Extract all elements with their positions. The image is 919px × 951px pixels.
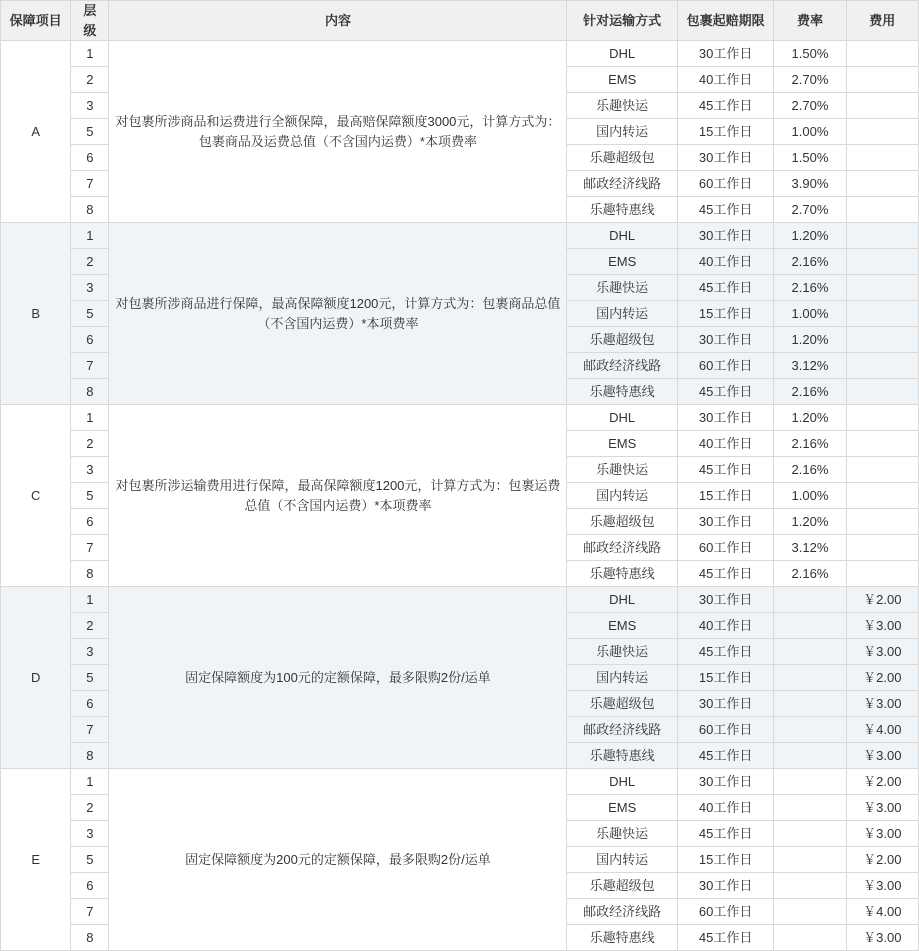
shipping-method-cell: 乐趣快运 bbox=[567, 457, 677, 483]
claim-period-cell: 60工作日 bbox=[677, 899, 773, 925]
claim-period-cell: 45工作日 bbox=[677, 197, 773, 223]
header-cell-fee: 费用 bbox=[846, 1, 918, 41]
rate-cell: 1.20% bbox=[774, 509, 846, 535]
shipping-method-cell: EMS bbox=[567, 613, 677, 639]
claim-period-cell: 30工作日 bbox=[677, 145, 773, 171]
claim-period-cell: 30工作日 bbox=[677, 873, 773, 899]
shipping-method-cell: EMS bbox=[567, 795, 677, 821]
shipping-method-cell: 邮政经济线路 bbox=[567, 353, 677, 379]
group-item-cell bbox=[1, 223, 71, 405]
group-item-label: C bbox=[30, 487, 41, 503]
tier-cell: 7 bbox=[71, 899, 109, 925]
fee-cell: ￥3.00 bbox=[846, 691, 918, 717]
rate-cell bbox=[774, 665, 846, 691]
fee-cell: ￥3.00 bbox=[846, 821, 918, 847]
group-content-cell: 对包裹所涉商品进行保障，最高保障额度1200元，计算方式为：包裹商品总值（不含国内运费）*本项费率 bbox=[109, 223, 567, 405]
claim-period-cell: 15工作日 bbox=[677, 847, 773, 873]
rate-cell bbox=[774, 691, 846, 717]
claim-period-cell: 15工作日 bbox=[677, 119, 773, 145]
fee-cell: ￥2.00 bbox=[846, 769, 918, 795]
claim-period-cell: 60工作日 bbox=[677, 717, 773, 743]
rate-cell: 2.70% bbox=[774, 67, 846, 93]
tier-cell: 7 bbox=[71, 353, 109, 379]
table-row bbox=[1, 41, 919, 67]
shipping-method-cell: 乐趣快运 bbox=[567, 93, 677, 119]
claim-period-cell: 45工作日 bbox=[677, 561, 773, 587]
fee-cell bbox=[846, 405, 918, 431]
fee-cell bbox=[846, 67, 918, 93]
table-header-row bbox=[1, 1, 919, 41]
rate-cell: 2.16% bbox=[774, 249, 846, 275]
fee-cell bbox=[846, 301, 918, 327]
shipping-method-cell: 乐趣快运 bbox=[567, 821, 677, 847]
rate-cell bbox=[774, 899, 846, 925]
claim-period-cell: 45工作日 bbox=[677, 275, 773, 301]
group-content-cell: 固定保障额度为100元的定额保障，最多限购2份/运单 bbox=[109, 587, 567, 769]
fee-cell bbox=[846, 119, 918, 145]
header-cell-tier: 层级 bbox=[71, 1, 109, 41]
group-item-cell bbox=[1, 405, 71, 587]
shipping-method-cell: EMS bbox=[567, 67, 677, 93]
fee-cell bbox=[846, 509, 918, 535]
claim-period-cell: 45工作日 bbox=[677, 639, 773, 665]
table-header bbox=[1, 1, 919, 41]
tier-cell: 2 bbox=[71, 613, 109, 639]
tier-cell: 5 bbox=[71, 847, 109, 873]
shipping-method-cell: 国内转运 bbox=[567, 483, 677, 509]
tier-cell: 8 bbox=[71, 197, 109, 223]
rate-cell: 1.50% bbox=[774, 41, 846, 67]
group-item-cell bbox=[1, 587, 71, 769]
shipping-method-cell: 乐趣快运 bbox=[567, 275, 677, 301]
claim-period-cell: 30工作日 bbox=[677, 327, 773, 353]
tier-cell: 7 bbox=[71, 171, 109, 197]
fee-cell: ￥3.00 bbox=[846, 639, 918, 665]
rate-cell bbox=[774, 613, 846, 639]
rate-cell bbox=[774, 795, 846, 821]
header-cell-rate: 费率 bbox=[774, 1, 846, 41]
rate-cell bbox=[774, 639, 846, 665]
shipping-method-cell: 乐趣超级包 bbox=[567, 327, 677, 353]
claim-period-cell: 30工作日 bbox=[677, 769, 773, 795]
shipping-method-cell: DHL bbox=[567, 41, 677, 67]
fee-cell bbox=[846, 431, 918, 457]
claim-period-cell: 60工作日 bbox=[677, 171, 773, 197]
shipping-method-cell: 乐趣超级包 bbox=[567, 145, 677, 171]
tier-cell: 7 bbox=[71, 717, 109, 743]
tier-cell: 6 bbox=[71, 327, 109, 353]
fee-cell: ￥3.00 bbox=[846, 925, 918, 951]
rate-cell: 2.16% bbox=[774, 275, 846, 301]
fee-cell: ￥2.00 bbox=[846, 847, 918, 873]
table-body bbox=[1, 41, 919, 951]
claim-period-cell: 40工作日 bbox=[677, 431, 773, 457]
shipping-method-cell: 乐趣超级包 bbox=[567, 509, 677, 535]
tier-cell: 8 bbox=[71, 379, 109, 405]
tier-cell: 3 bbox=[71, 639, 109, 665]
claim-period-cell: 15工作日 bbox=[677, 301, 773, 327]
fee-cell bbox=[846, 561, 918, 587]
fee-cell bbox=[846, 145, 918, 171]
tier-cell: 2 bbox=[71, 67, 109, 93]
claim-period-cell: 45工作日 bbox=[677, 743, 773, 769]
table-row bbox=[1, 223, 919, 249]
fee-cell bbox=[846, 379, 918, 405]
claim-period-cell: 45工作日 bbox=[677, 925, 773, 951]
shipping-method-cell: DHL bbox=[567, 405, 677, 431]
rate-cell: 1.50% bbox=[774, 145, 846, 171]
tier-cell: 5 bbox=[71, 119, 109, 145]
shipping-method-cell: 乐趣特惠线 bbox=[567, 197, 677, 223]
rate-cell: 1.00% bbox=[774, 483, 846, 509]
rate-cell bbox=[774, 925, 846, 951]
rate-cell: 2.16% bbox=[774, 379, 846, 405]
shipping-method-cell: 邮政经济线路 bbox=[567, 899, 677, 925]
fee-cell bbox=[846, 483, 918, 509]
claim-period-cell: 40工作日 bbox=[677, 249, 773, 275]
rate-cell bbox=[774, 769, 846, 795]
tier-cell: 3 bbox=[71, 275, 109, 301]
tier-cell: 6 bbox=[71, 145, 109, 171]
claim-period-cell: 45工作日 bbox=[677, 821, 773, 847]
claim-period-cell: 15工作日 bbox=[677, 665, 773, 691]
group-item-label: A bbox=[31, 123, 40, 139]
group-item-label: D bbox=[30, 669, 41, 685]
claim-period-cell: 45工作日 bbox=[677, 93, 773, 119]
group-item-cell bbox=[1, 769, 71, 951]
shipping-method-cell: DHL bbox=[567, 769, 677, 795]
shipping-method-cell: 国内转运 bbox=[567, 119, 677, 145]
tier-cell: 8 bbox=[71, 561, 109, 587]
tier-cell: 3 bbox=[71, 93, 109, 119]
rate-cell: 1.20% bbox=[774, 223, 846, 249]
claim-period-cell: 60工作日 bbox=[677, 535, 773, 561]
shipping-method-cell: 邮政经济线路 bbox=[567, 717, 677, 743]
fee-cell bbox=[846, 41, 918, 67]
tier-cell: 8 bbox=[71, 743, 109, 769]
claim-period-cell: 30工作日 bbox=[677, 587, 773, 613]
rate-cell: 3.90% bbox=[774, 171, 846, 197]
shipping-method-cell: 国内转运 bbox=[567, 847, 677, 873]
table-row bbox=[1, 405, 919, 431]
claim-period-cell: 30工作日 bbox=[677, 509, 773, 535]
rate-cell bbox=[774, 587, 846, 613]
tier-cell: 1 bbox=[71, 223, 109, 249]
tier-cell: 2 bbox=[71, 249, 109, 275]
claim-period-cell: 30工作日 bbox=[677, 405, 773, 431]
table-row bbox=[1, 769, 919, 795]
rate-cell bbox=[774, 821, 846, 847]
rate-cell: 3.12% bbox=[774, 535, 846, 561]
tier-cell: 7 bbox=[71, 535, 109, 561]
group-item-cell bbox=[1, 41, 71, 223]
header-cell-item: 保障项目 bbox=[1, 1, 71, 41]
fee-cell: ￥2.00 bbox=[846, 587, 918, 613]
fee-cell: ￥4.00 bbox=[846, 899, 918, 925]
fee-cell bbox=[846, 197, 918, 223]
shipping-method-cell: 乐趣超级包 bbox=[567, 873, 677, 899]
rate-cell: 2.70% bbox=[774, 93, 846, 119]
tier-cell: 3 bbox=[71, 457, 109, 483]
fee-cell bbox=[846, 327, 918, 353]
rate-cell: 3.12% bbox=[774, 353, 846, 379]
claim-period-cell: 40工作日 bbox=[677, 613, 773, 639]
table-row bbox=[1, 587, 919, 613]
claim-period-cell: 40工作日 bbox=[677, 795, 773, 821]
tier-cell: 1 bbox=[71, 769, 109, 795]
tier-cell: 6 bbox=[71, 691, 109, 717]
claim-period-cell: 45工作日 bbox=[677, 457, 773, 483]
tier-cell: 3 bbox=[71, 821, 109, 847]
shipping-method-cell: 邮政经济线路 bbox=[567, 535, 677, 561]
rate-cell: 2.16% bbox=[774, 561, 846, 587]
claim-period-cell: 45工作日 bbox=[677, 379, 773, 405]
shipping-method-cell: DHL bbox=[567, 587, 677, 613]
tier-cell: 1 bbox=[71, 405, 109, 431]
tier-cell: 6 bbox=[71, 509, 109, 535]
group-item-label: B bbox=[31, 305, 40, 321]
fee-cell bbox=[846, 249, 918, 275]
fee-cell bbox=[846, 171, 918, 197]
claim-period-cell: 15工作日 bbox=[677, 483, 773, 509]
fee-cell: ￥3.00 bbox=[846, 873, 918, 899]
header-cell-claim-period: 包裹起赔期限 bbox=[677, 1, 773, 41]
shipping-method-cell: EMS bbox=[567, 431, 677, 457]
shipping-method-cell: 乐趣特惠线 bbox=[567, 379, 677, 405]
claim-period-cell: 40工作日 bbox=[677, 67, 773, 93]
header-cell-shipping-method: 针对运输方式 bbox=[567, 1, 677, 41]
tier-cell: 5 bbox=[71, 301, 109, 327]
shipping-method-cell: DHL bbox=[567, 223, 677, 249]
tier-cell: 1 bbox=[71, 41, 109, 67]
claim-period-cell: 30工作日 bbox=[677, 691, 773, 717]
rate-cell: 2.16% bbox=[774, 431, 846, 457]
shipping-method-cell: 乐趣超级包 bbox=[567, 691, 677, 717]
rate-cell bbox=[774, 717, 846, 743]
fee-cell bbox=[846, 93, 918, 119]
claim-period-cell: 30工作日 bbox=[677, 223, 773, 249]
rate-cell: 1.20% bbox=[774, 327, 846, 353]
rate-cell bbox=[774, 847, 846, 873]
shipping-method-cell: 乐趣特惠线 bbox=[567, 561, 677, 587]
rate-cell: 1.00% bbox=[774, 119, 846, 145]
fee-cell bbox=[846, 223, 918, 249]
shipping-method-cell: 国内转运 bbox=[567, 665, 677, 691]
tier-cell: 5 bbox=[71, 483, 109, 509]
rate-cell bbox=[774, 873, 846, 899]
tier-cell: 1 bbox=[71, 587, 109, 613]
group-content-cell: 固定保障额度为200元的定额保障，最多限购2份/运单 bbox=[109, 769, 567, 951]
tier-cell: 2 bbox=[71, 431, 109, 457]
header-cell-content: 内容 bbox=[109, 1, 567, 41]
shipping-method-cell: 国内转运 bbox=[567, 301, 677, 327]
shipping-method-cell: EMS bbox=[567, 249, 677, 275]
fee-cell bbox=[846, 535, 918, 561]
rate-cell: 1.20% bbox=[774, 405, 846, 431]
rate-cell: 2.16% bbox=[774, 457, 846, 483]
tier-cell: 2 bbox=[71, 795, 109, 821]
shipping-method-cell: 邮政经济线路 bbox=[567, 171, 677, 197]
tier-cell: 6 bbox=[71, 873, 109, 899]
tier-cell: 5 bbox=[71, 665, 109, 691]
fee-cell: ￥3.00 bbox=[846, 743, 918, 769]
fee-cell: ￥3.00 bbox=[846, 795, 918, 821]
fee-cell bbox=[846, 353, 918, 379]
fee-cell: ￥3.00 bbox=[846, 613, 918, 639]
group-item-label: E bbox=[31, 851, 40, 867]
fee-cell: ￥4.00 bbox=[846, 717, 918, 743]
rate-cell bbox=[774, 743, 846, 769]
fee-cell: ￥2.00 bbox=[846, 665, 918, 691]
shipping-method-cell: 乐趣特惠线 bbox=[567, 743, 677, 769]
tier-cell: 8 bbox=[71, 925, 109, 951]
claim-period-cell: 30工作日 bbox=[677, 41, 773, 67]
shipping-method-cell: 乐趣快运 bbox=[567, 639, 677, 665]
rate-cell: 2.70% bbox=[774, 197, 846, 223]
claim-period-cell: 60工作日 bbox=[677, 353, 773, 379]
fee-cell bbox=[846, 275, 918, 301]
rate-cell: 1.00% bbox=[774, 301, 846, 327]
shipping-method-cell: 乐趣特惠线 bbox=[567, 925, 677, 951]
fee-cell bbox=[846, 457, 918, 483]
group-content-cell: 对包裹所涉商品和运费进行全额保障，最高赔保障额度3000元，计算方式为：包裹商品及运费总值（不含国内运费）*本项费率 bbox=[109, 41, 567, 223]
group-content-cell: 对包裹所涉运输费用进行保障，最高保障额度1200元，计算方式为：包裹运费总值（不含国内运费）*本项费率 bbox=[109, 405, 567, 587]
